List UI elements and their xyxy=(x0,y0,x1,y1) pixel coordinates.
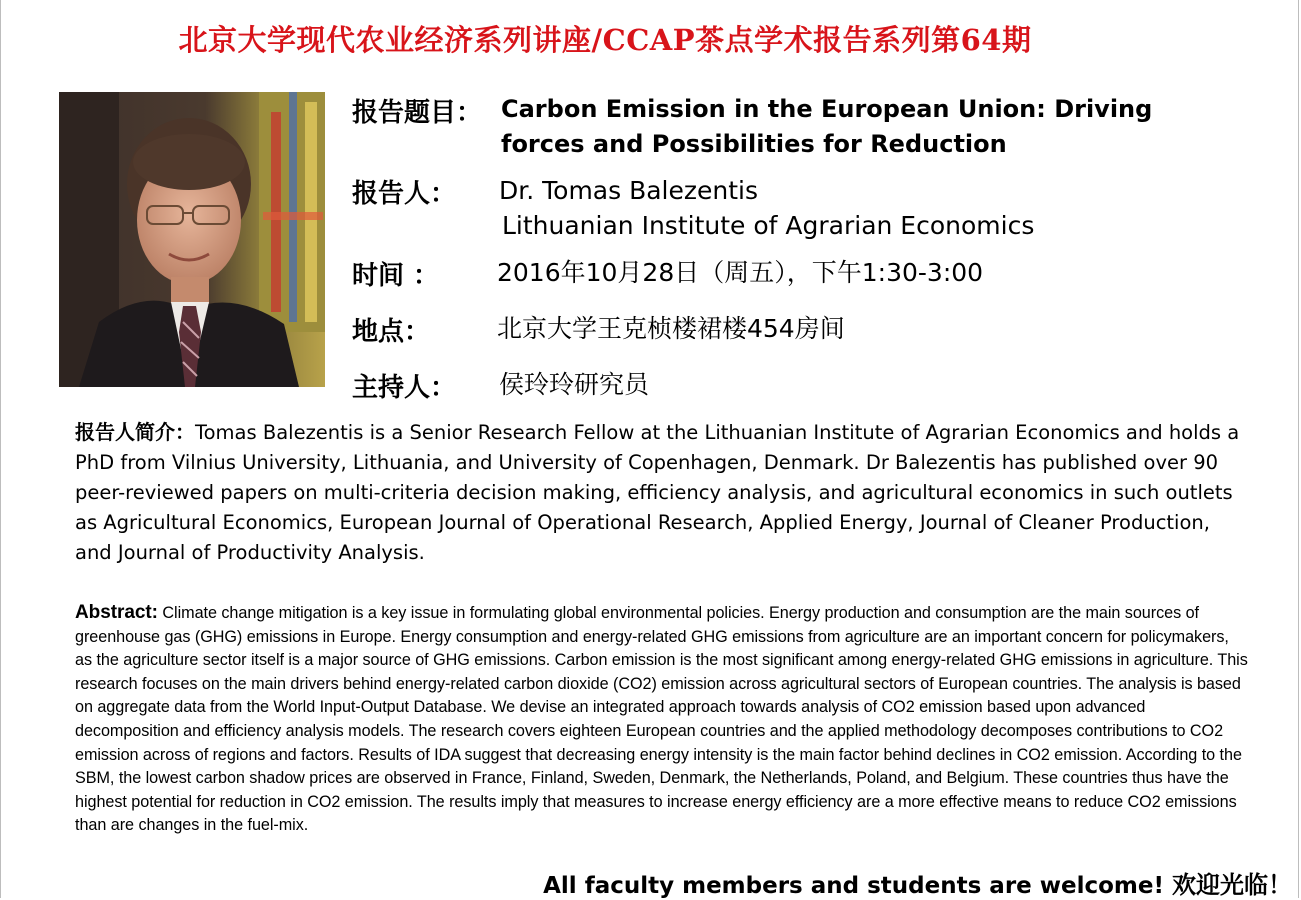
place-label: 地点： xyxy=(352,317,431,347)
topic-label: 报告题目： xyxy=(352,98,483,128)
welcome-chinese: 欢迎光临！ xyxy=(1172,870,1292,899)
welcome-english: All faculty members and students are welcome! xyxy=(543,873,1172,899)
speaker-affiliation: Lithuanian Institute of Agrarian Economics xyxy=(502,211,1035,240)
speaker-bio xyxy=(75,417,1240,568)
time-label: 时间 ： xyxy=(352,261,440,291)
topic-line-1: Carbon Emission in the European Union: Driving xyxy=(501,95,1153,123)
place-value xyxy=(497,311,845,346)
time-text: 2016年10月28日（周五），下午1:30-3:00 xyxy=(497,258,984,287)
abstract-label: Abstract: xyxy=(75,602,158,623)
speaker-photo xyxy=(59,92,325,387)
place-text: 北京大学王克桢楼裙楼454房间 xyxy=(497,314,845,343)
host-label: 主持人： xyxy=(352,373,457,403)
host-value xyxy=(499,367,649,402)
lecture-series-title: 北京大学现代农业经济系列讲座/CCAP茶点学术报告系列第64期 xyxy=(178,23,1032,57)
speaker-label: 报告人： xyxy=(352,179,457,209)
abstract-text: Climate change mitigation is a key issue in formulating global environmental policies. Energy production and consumption are the main sources of greenhouse gas (GHG) emissions in Europe. Energy consumption and energy-related GHG emissions from agriculture are an important concern for policymakers, as the agriculture sector itself is a major source of GHG emissions. Carbon emission is the most significant among energy-related GHG emissions in agriculture. This research focuses on the main drivers behind energy-related carbon dioxide (CO2) emission across agricultural sectors of European countries. The analysis is based on aggregate data from the World Input-Output Database. We devise an integrated approach towards analysis of CO2 emission based upon advanced decomposition and efficiency analysis models. The research covers eighteen European countries and the applied methodology decomposes contributions to CO2 emission across of regions and factors. Results of IDA suggest that decreasing energy intensity is the main factor behind declines in CO2 emission. According to the SBM, the lowest carbon shadow prices are observed in France, Finland, Sweden, Denmark, the Netherlands, Poland, and Belgium. These countries thus have the highest potential for reduction in CO2 emission. The results imply that measures to increase energy efficiency are a more effective means to reduce CO2 emissions than are changes in the fuel-mix. xyxy=(75,604,1248,835)
bio-text: Tomas Balezentis is a Senior Research Fellow at the Lithuanian Institute of Agrarian Economics and holds a PhD from Vilnius University, Lithuania, and University of Copenhagen, Denmark. Dr Balezentis has published over 90 peer-reviewed papers on multi-criteria decision making, efficiency analysis, and agricultural economics in such outlets as Agricultural Economics, European Journal of Operational Research, Applied Energy, Journal of Cleaner Production, and Journal of Productivity Analysis. xyxy=(75,421,1240,564)
bio-label: 报告人简介： xyxy=(75,420,195,444)
topic-line-2: forces and Possibilities for Reduction xyxy=(501,130,1007,158)
speaker-name: Dr. Tomas Balezentis xyxy=(499,176,759,205)
time-value xyxy=(497,255,983,290)
host-text: 侯玲玲研究员 xyxy=(499,370,650,399)
speaker-value xyxy=(499,173,1034,243)
welcome-message xyxy=(543,865,1292,900)
abstract xyxy=(75,601,1250,838)
topic-value xyxy=(501,92,1152,162)
